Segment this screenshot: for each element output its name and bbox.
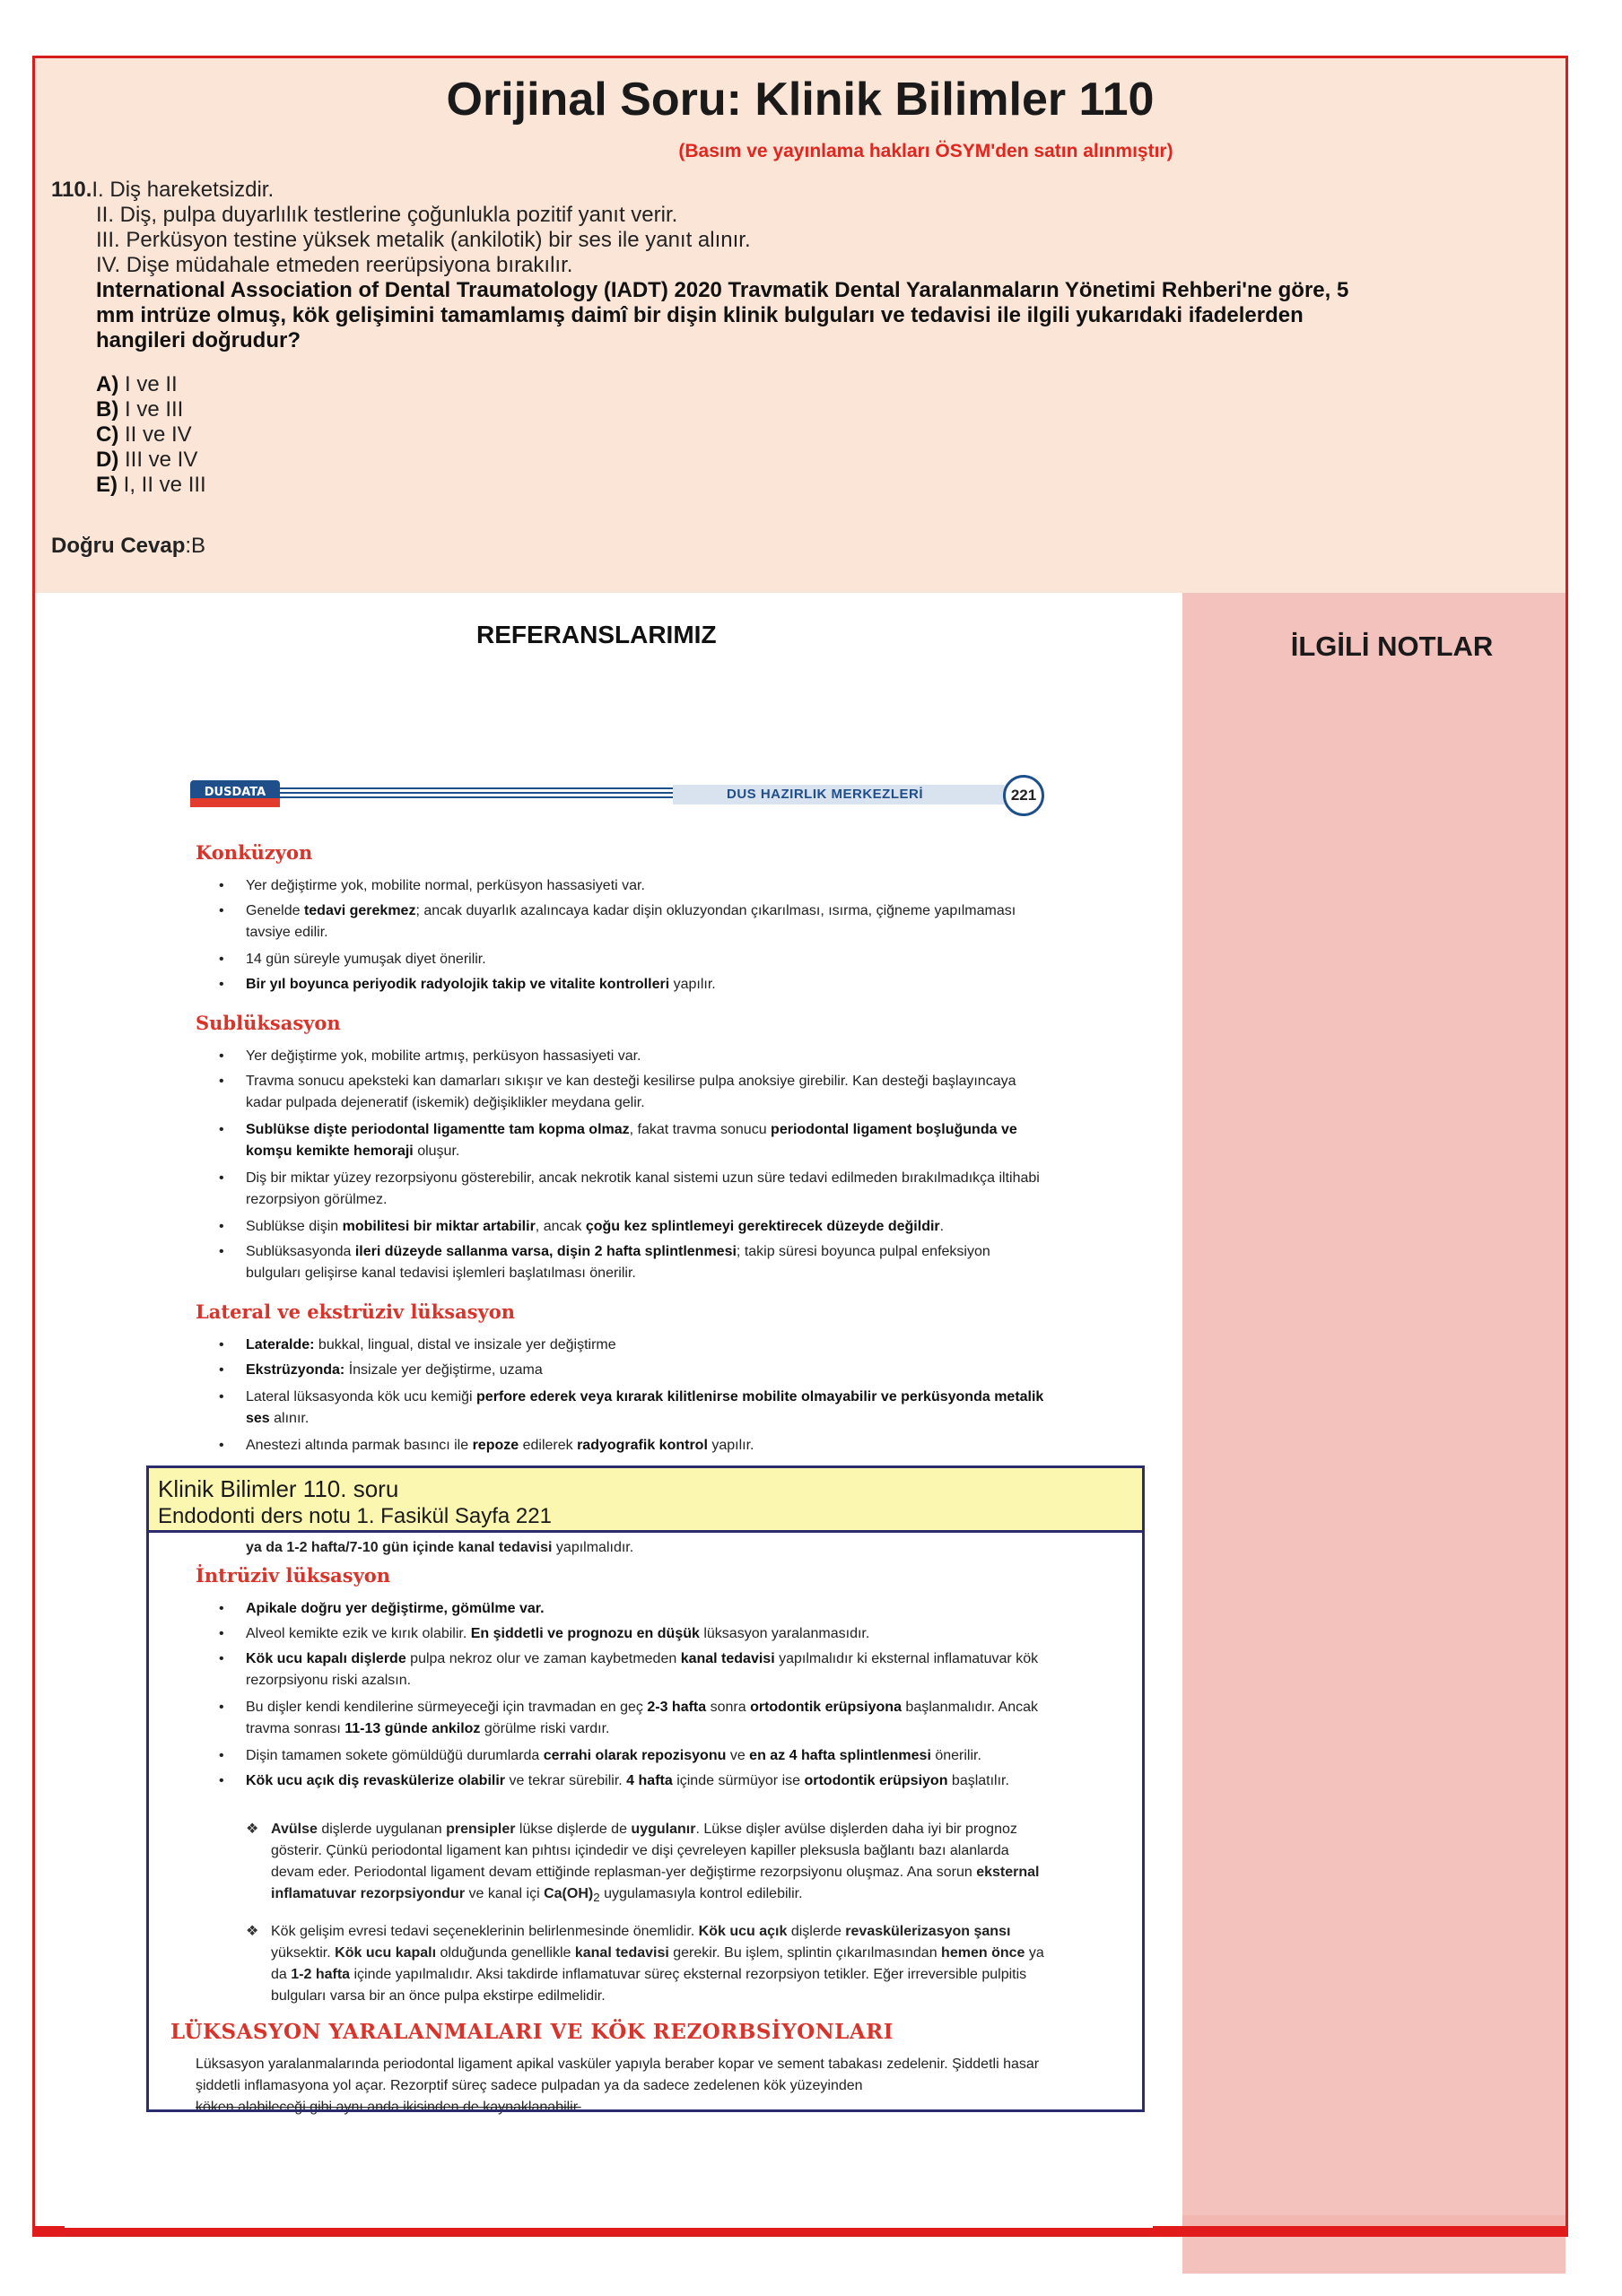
section-title-intruziv: İntrüziv lüksasyon: [196, 1564, 391, 1587]
list-item: • Genelde tedavi gerekmez; ancak duyarlık azalıncaya kadar dişin okluzyondan çıkarılması, ısırma, çiğneme yapılmaması tavsiye edilir.: [219, 903, 1016, 940]
list-item: • Alveol kemikte ezik ve kırık olabilir. En şiddetli ve prognozu en düşük lüksasyon yaralanmasıdır.: [219, 1626, 870, 1641]
list-item: • Bir yıl boyunca periyodik radyolojik takip ve vitalite kontrolleri yapılır.: [219, 977, 716, 992]
page-header: [188, 773, 1054, 816]
list-item: • Yer değiştirme yok, mobilite normal, perküsyon hassasiyeti var.: [219, 878, 645, 893]
list-item: • Lateral lüksasyonda kök ucu kemiği perfore ederek veya kırarak kilitlenirse mobilite olmayabilir ve perküsyonda metalik ses alınır.: [219, 1389, 1044, 1426]
page-number: 221: [1003, 775, 1044, 816]
source-subtitle: Endodonti ders notu 1. Fasikül Sayfa 221: [158, 1504, 552, 1528]
paragraph: Lüksasyon yaralanmalarında periodontal ligament apikal vasküler yapıyla beraber kopar ve sement tabakası zedelenir. Şiddetli hasar şiddetli inflamasyona yol açar. Rezorptif süreç sadece pulpadan ya da sadece zedelenen kök yüzeyinden: [196, 2057, 1040, 2093]
correct-answer-label: Doğru Cevap: [51, 534, 186, 558]
question-stem-3: hangileri doğrudur?: [96, 328, 301, 352]
list-item: • Yer değiştirme yok, mobilite artmış, perküsyon hassasiyeti var.: [219, 1048, 641, 1064]
question-number: 110.: [51, 178, 92, 202]
option-c: C) II ve IV: [96, 422, 192, 447]
option-a: A) I ve II: [96, 372, 178, 396]
sub-list-item: ❖ Avülse dişlerde uygulanan prensipler lükse dişlerde de uygulanır. Lükse dişler avülse dişlerden daha iyi bir prognoz gösterir. Çünkü periodontal ligament kan pıhtısı içindedir ve dişi çevreleyen kapiller pleksusla bağlantı bazı alanlarda devam eder. Periodontal ligament devam ettiğinde replasman-yer değiştirme rezorpsiyonu oluşmaz. Ana sorun eksternal inflamatuvar rezorpsiyondur ve kanal içi $Ca(OH)_2$ uygulamasıyla kontrol edilebilir.: [246, 1822, 1040, 1905]
source-title: Klinik Bilimler 110. soru: [158, 1475, 399, 1502]
option-e: E) I, II ve III: [96, 473, 206, 497]
list-item: • Sublükse dişte periodontal ligamentte tam kopma olmaz, fakat travma sonucu periodontal ligament boşluğunda ve komşu kemikte hemoraji oluşur.: [219, 1122, 1017, 1159]
option-d: D) III ve IV: [96, 448, 198, 472]
list-item: • Ekstrüzyonda: İnsizale yer değiştirme, uzama: [219, 1362, 543, 1378]
list-item: • Diş bir miktar yüzey rezorpsiyonu gösterebilir, ancak nekrotik kanal sistemi uzun süre tedavi edilmeden bırakılmadıkça iltihabi rezorpsiyon görülmez.: [219, 1170, 1040, 1207]
statement-2: II. Diş, pulpa duyarlılık testlerine çoğunlukla pozitif yanıt verir.: [96, 203, 678, 227]
list-item: • Apikale doğru yer değiştirme, gömülme var.: [219, 1601, 545, 1616]
source-callout: [146, 1465, 1145, 2112]
section-title-luksasyon: LÜKSASYON YARALANMALARI VE KÖK REZORBSİYONLARI: [170, 2020, 894, 2044]
bottom-rule-left-cap: [32, 2226, 65, 2237]
paragraph-struck: köken alabileceği gibi aynı anda ikisinden de kaynaklanabilir.: [196, 2100, 581, 2115]
section-title-konkuzyon: Konküzyon: [196, 841, 313, 864]
bottom-rule-right-cap: [1153, 2226, 1568, 2237]
list-item: • Kök ucu açık diş revaskülerize olabilir ve tekrar sürebilir. 4 hafta içinde sürmüyor ise ortodontik erüpsiyon başlatılır.: [219, 1773, 1009, 1788]
references-heading: REFERANSLARIMIZ: [476, 621, 717, 648]
question-stem-1: International Association of Dental Traumatology (IADT) 2020 Travmatik Dental Yaralanmaların Yönetimi Rehberi'ne göre, 5: [96, 278, 1349, 302]
section-title-lateral: Lateral ve ekstrüziv lüksasyon: [196, 1300, 515, 1323]
copyright-note: (Basım ve yayınlama hakları ÖSYM'den satın alınmıştır): [678, 141, 1173, 161]
list-item: • Dişin tamamen sokete gömüldüğü durumlarda cerrahi olarak repozisyonu ve en az 4 hafta splintlenmesi önerilir.: [219, 1748, 981, 1763]
dusdata-logo: [188, 777, 282, 813]
list-item: • Sublükse dişin mobilitesi bir miktar artabilir, ancak çoğu kez splintlemeyi gerektirecek düzeyde değildir.: [219, 1219, 945, 1234]
page-title: Orijinal Soru: Klinik Bilimler 110: [446, 74, 1155, 126]
correct-answer: [51, 534, 205, 559]
header-label: DUS HAZIRLIK MERKEZLERİ: [727, 787, 923, 802]
section-title-sublukasyon: Sublüksasyon: [196, 1012, 341, 1034]
statement-4: IV. Dişe müdahale etmeden reerüpsiyona bırakılır.: [96, 253, 573, 277]
question-line-1: [51, 178, 274, 203]
notes-panel: [1182, 593, 1565, 2274]
svg-text:DUSDATA: DUSDATA: [204, 786, 266, 799]
sub-list-item: ❖ Kök gelişim evresi tedavi seçeneklerinin belirlenmesinde önemlidir. Kök ucu açık dişlerde revaskülerizasyon şansı yüksektir. Kök ucu kapalı olduğunda genellikle kanal tedavisi gerekir. Bu işlem, splintin çıkarılmasından hemen önce ya da 1-2 hafta içinde yapılmalıdır. Aksi takdirde inflamatuvar süreç eksternal rezorpsiyon tetikler. Eğer irreversible pulpitis bulguları varsa bir an önce pulpa ekstirpe edilmelidir.: [246, 1924, 1044, 2004]
list-item: • Kök ucu kapalı dişlerde pulpa nekroz olur ve zaman kaybetmeden kanal tedavisi yapılmalıdır ki eksternal inflamatuvar kök rezorpsiyonu riski azalsın.: [219, 1651, 1039, 1688]
question-stem-2: mm intrüze olmuş, kök gelişimini tamamlamış daimî bir dişin klinik bulguları ve tedavisi ile ilgili yukarıdaki ifadelerden: [96, 303, 1304, 327]
list-item: • Sublüksasyonda ileri düzeyde sallanma varsa, dişin 2 hafta splintlenmesi; takip süresi boyunca pulpal enfeksiyon bulguları gelişirse kanal tedavisi işlemleri başlatılması önerilir.: [219, 1244, 990, 1281]
question-panel: [35, 58, 1565, 593]
list-item: • Travma sonucu apeksteki kan damarları sıkışır ve kan desteği kesilirse pulpa anoksiye girebilir. Kan desteği başlayıncaya kadar pulpada dejeneratif (iskemik) değişiklikler meydana gelir.: [219, 1074, 1016, 1110]
list-item: • Anestezi altında parmak basıncı ile repoze edilerek radyografik kontrol yapılır.: [219, 1438, 754, 1453]
option-b: B) I ve III: [96, 397, 184, 422]
list-item: • Lateralde: bukkal, lingual, distal ve insizale yer değiştirme: [219, 1337, 616, 1352]
statement-1: I. Diş hareketsizdir.: [92, 178, 275, 202]
continued-text: ya da 1-2 hafta/7-10 gün içinde kanal tedavisi yapılmalıdır.: [246, 1540, 634, 1555]
source-caption: [149, 1468, 1142, 1533]
correct-answer-value: :B: [185, 534, 206, 558]
list-item: • Bu dişler kendi kendilerine sürmeyeceği için travmadan en geç 2-3 hafta sonra ortodontik erüpsiyona başlanmalıdır. Ancak travma sonrası 11-13 günde ankiloz görülme riski vardır.: [219, 1700, 1039, 1736]
list-item: • 14 gün süreyle yumuşak diyet önerilir.: [219, 952, 486, 967]
notes-heading: İLGİLİ NOTLAR: [1290, 631, 1494, 662]
statement-3: III. Perküsyon testine yüksek metalik (ankilotik) bir ses ile yanıt alınır.: [96, 228, 751, 252]
